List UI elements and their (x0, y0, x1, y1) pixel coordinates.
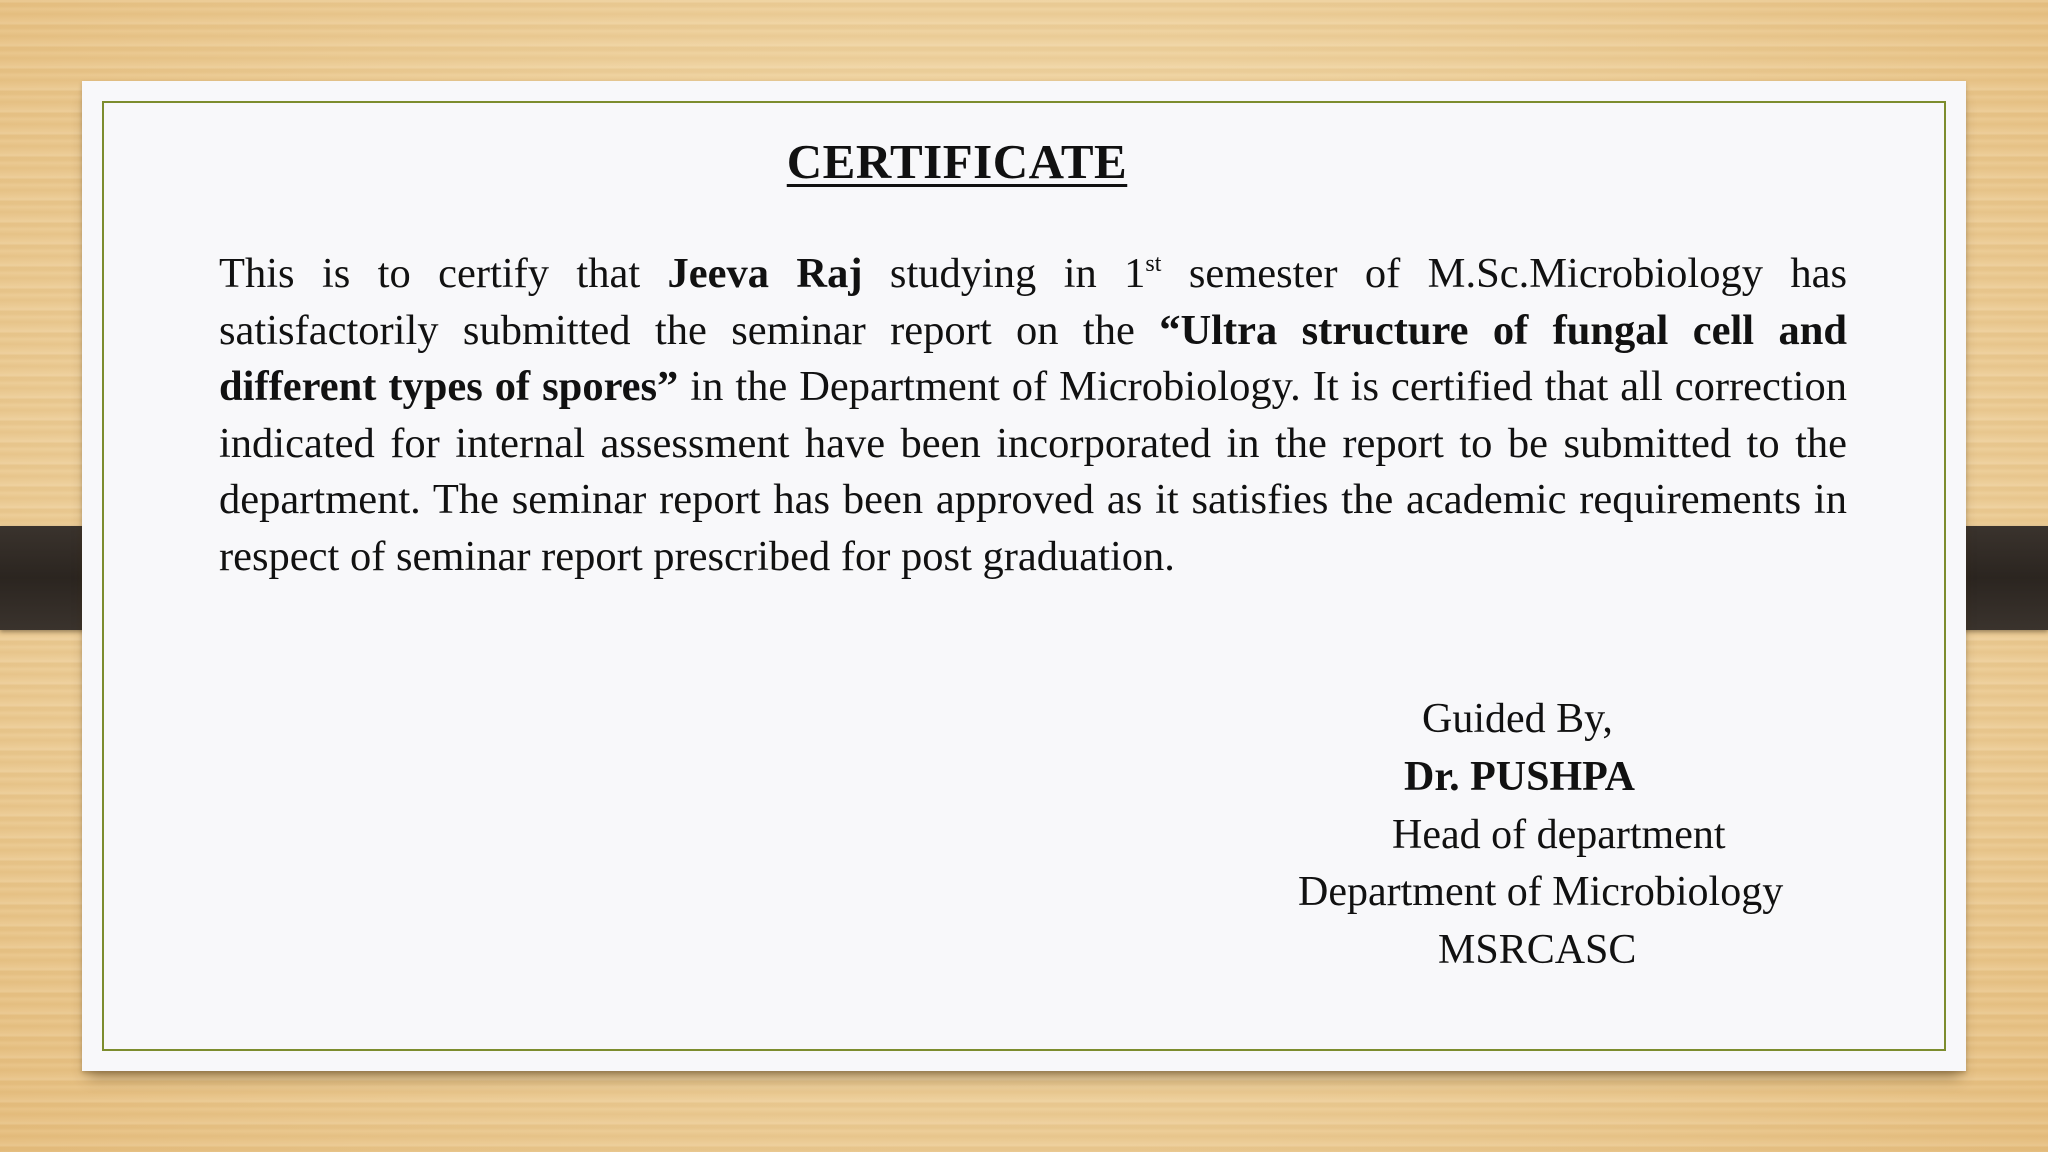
ordinal-suffix: st (1145, 251, 1162, 277)
certificate-paper (82, 81, 1966, 1071)
guide-name: Dr. PUSHPA (1404, 754, 1635, 800)
body-text-4: in the Department of Microbiology. It is certified that all correction indicated for internal assessment have been incorporated in the report to be submitted to the department. The seminar report has been approved as it satisfies the academic requirements in respect of seminar report prescribed for post graduation. (219, 363, 1847, 580)
certificate-title: CERTIFICATE (786, 134, 1128, 189)
body-text-3: semester of M.Sc.Microbiology has satisfactorily submitted the seminar report on the (219, 250, 1847, 354)
body-text-2: studying in 1 (862, 250, 1146, 297)
certificate-body (219, 246, 1847, 585)
guided-by-label: Guided By, (1422, 696, 1613, 742)
guide-institution: MSRCASC (1438, 927, 1637, 973)
guide-department: Department of Microbiology (1298, 869, 1784, 915)
student-name: Jeeva Raj (667, 250, 863, 297)
guide-role: Head of department (1392, 812, 1726, 858)
report-title: “Ultra structure of fungal cell and different types of spores” (219, 306, 1847, 410)
body-text-1: This is to certify that (219, 250, 668, 297)
